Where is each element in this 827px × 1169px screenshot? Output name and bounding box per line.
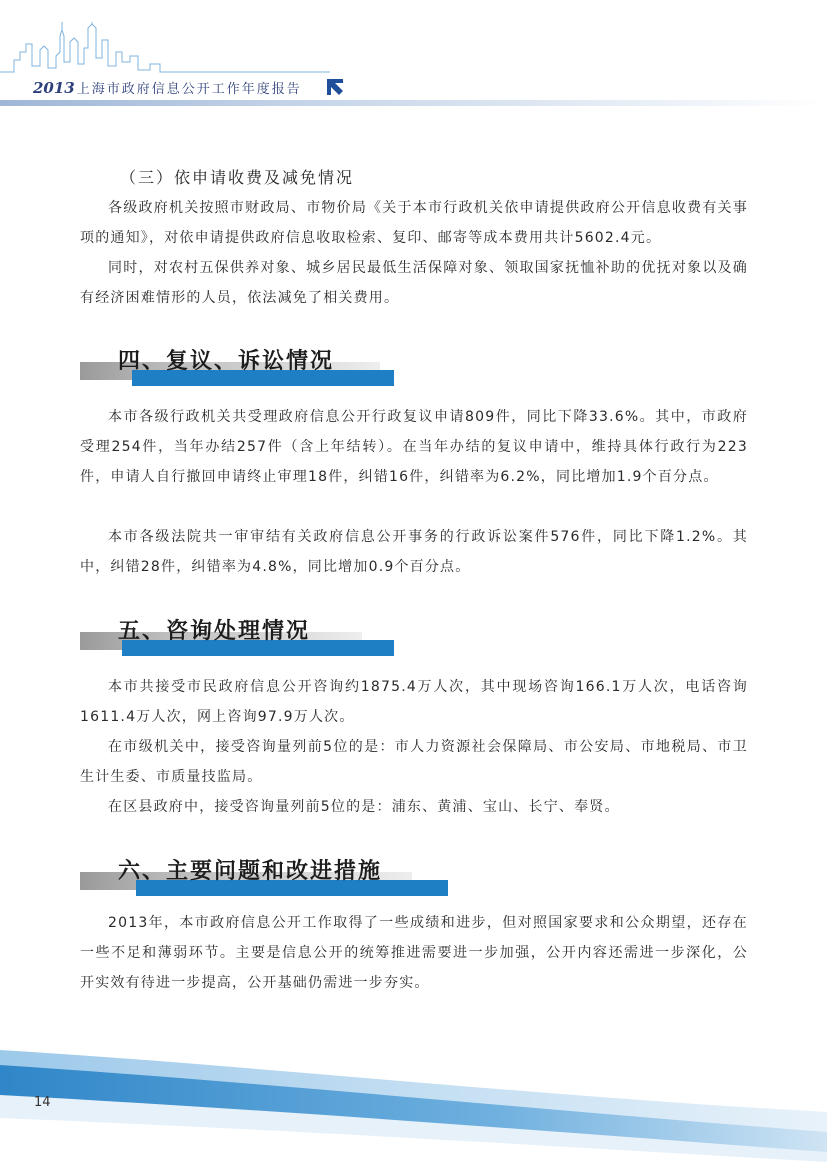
header-divider [0,100,827,106]
corner-arrow-icon [327,79,343,95]
subsection-heading: （三）依申请收费及减免情况 [120,168,355,187]
footer-wave-decoration [0,1040,827,1169]
paragraph: 各级政府机关按照市财政局、市物价局《关于本市行政机关依申请提供政府公开信息收费有关事项的通知》，对依申请提供政府信息收取检索、复印、邮寄等成本费用共计5602.4元。 [80,200,748,246]
page-number: 14 [34,1095,51,1110]
section-title: 五、咨询处理情况 [118,619,311,644]
section-heading [80,854,460,904]
page-header [0,0,827,110]
section-title: 四、复议、诉讼情况 [118,349,335,374]
paragraph: 本市各级行政机关共受理政府信息公开行政复议申请809件，同比下降33.6%。其中，市政府受理254件，当年办结257件（含上年结转）。在当年办结的复议申请中，维持具体行政行为223件，申请人自行撤回申请终止审理18件，纠错16件，纠错率为6.2%，同比增加1.9个百分点。 [80,409,748,485]
report-year: 2013 [33,79,75,97]
section-heading [80,614,460,664]
paragraph: 同时，对农村五保供养对象、城乡居民最低生活保障对象、领取国家抚恤补助的优抚对象以及确有经济困难情形的人员，依法减免了相关费用。 [80,260,748,306]
paragraph: 在区县政府中，接受咨询量列前5位的是：浦东、黄浦、宝山、长宁、奉贤。 [108,799,620,815]
paragraph: 在市级机关中，接受咨询量列前5位的是：市人力资源社会保障局、市公安局、市地税局、市卫生计生委、市质量技监局。 [80,739,748,785]
report-title [33,78,302,97]
paragraph: 本市共接受市民政府信息公开咨询约1875.4万人次，其中现场咨询166.1万人次，电话咨询1611.4万人次，网上咨询97.9万人次。 [80,679,748,725]
city-skyline-illustration [0,22,330,82]
section-title: 六、主要问题和改进措施 [118,859,383,884]
section-heading [80,344,460,394]
paragraph: 本市各级法院共一审审结有关政府信息公开事务的行政诉讼案件576件，同比下降1.2%。其中，纠错28件，纠错率为4.8%，同比增加0.9个百分点。 [80,529,748,575]
report-title-text: 上海市政府信息公开工作年度报告 [76,82,302,97]
paragraph: 2013年，本市政府信息公开工作取得了一些成绩和进步，但对照国家要求和公众期望，还存在一些不足和薄弱环节。主要是信息公开的统筹推进需要进一步加强，公开内容还需进一步深化，公开实效有待进一步提高，公开基础仍需进一步夯实。 [80,915,748,991]
